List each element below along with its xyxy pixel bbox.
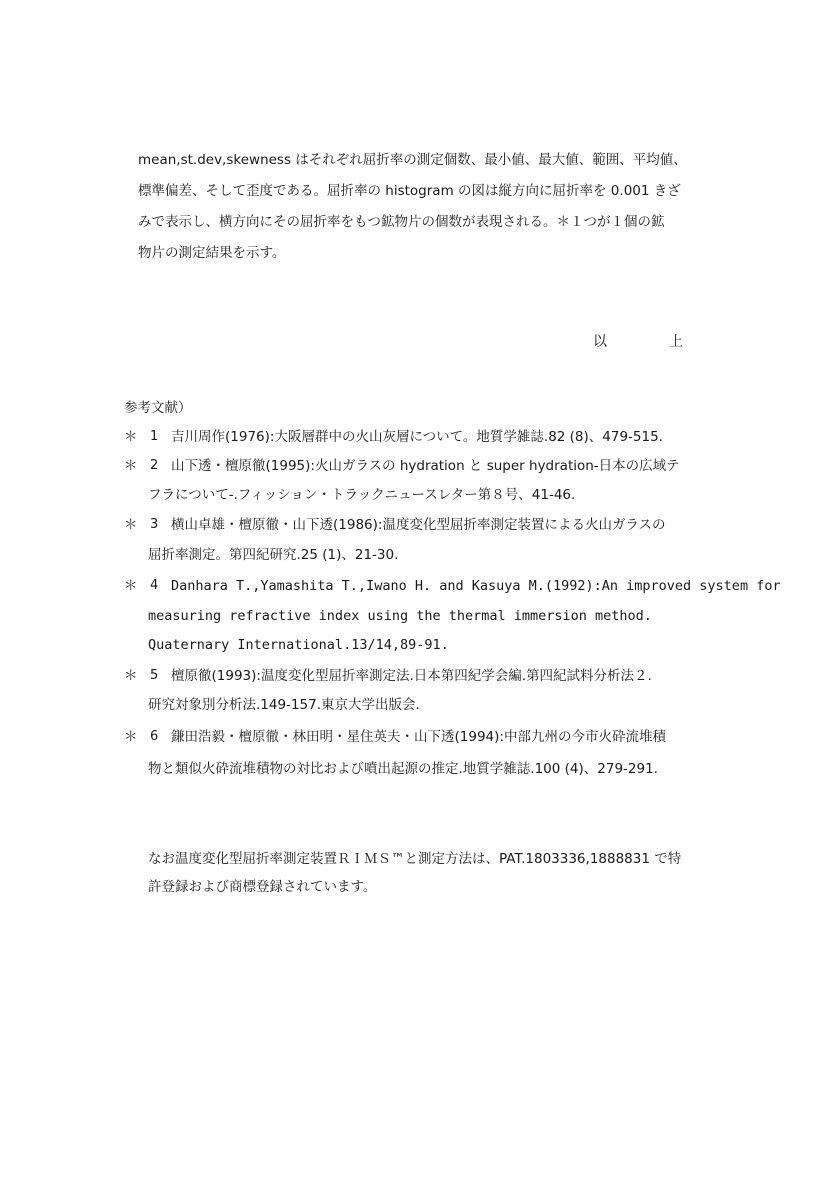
reference-line: 研究対象別分析法.149-157.東京大学出版会. [148, 697, 420, 713]
reference-number: 3 [150, 517, 159, 532]
reference-line: 横山卓雄・檀原徹・山下透(1986):温度変化型屈折率測定装置による火山ガラスの [171, 517, 666, 533]
reference-number: 4 [150, 578, 159, 593]
reference-line: 屈折率測定。第四紀研究.25 (1)、21-30. [148, 547, 399, 563]
reference-line: 檀原徹(1993):温度変化型屈折率測定法.日本第四紀学会編.第四紀試料分析法２. [171, 668, 652, 684]
paragraph-line: mean,st.dev,skewness はそれぞれ屈折率の測定個数、最小値、最大値、範囲、平均値、 [138, 152, 687, 168]
reference-line: 鎌田浩毅・檀原徹・林田明・星住英夫・山下透(1994):中部九州の今市火砕流堆積 [171, 729, 666, 745]
paragraph-line: 物片の測定結果を示す。 [138, 245, 286, 261]
note-line: 許登録および商標登録されています。 [148, 879, 377, 895]
reference-marker: ＊ [124, 668, 138, 684]
reference-line: Quaternary International.13/14,89-91. [148, 637, 449, 653]
note-line: なお温度変化型屈折率測定装置ＲＩＭＳ™と測定方法は、PAT.1803336,1888831 で特 [148, 851, 682, 867]
reference-line: 山下透・檀原徹(1995):火山ガラスの hydration と super hydration-日本の広域テ [171, 458, 680, 474]
reference-marker: ＊ [124, 578, 138, 594]
paragraph-line: 標準偏差、そして歪度である。屈折率の histogram の図は縦方向に屈折率を 0.001 きざ [138, 183, 681, 199]
reference-number: 2 [150, 458, 159, 473]
reference-number: 5 [150, 668, 159, 683]
reference-number: 6 [150, 729, 159, 744]
paragraph-line: みで表示し、横方向にその屈折率をもつ鉱物片の個数が表現される。＊１つが１個の鉱 [138, 214, 665, 230]
reference-line: 物と類似火砕流堆積物の対比および噴出起源の推定.地質学雑誌.100 (4)、279-291. [148, 761, 658, 777]
reference-line: フラについて-.フィッション・トラックニュースレター第８号、41-46. [148, 487, 576, 503]
reference-line: Danhara T.,Yamashita T.,Iwano H. and Kasuya M.(1992):An improved system for [171, 578, 781, 594]
reference-line: 吉川周作(1976):大阪層群中の火山灰層について。地質学雑誌.82 (8)、479-515. [171, 429, 663, 445]
closing-mark: 以 上 [593, 334, 707, 350]
reference-marker: ＊ [124, 458, 138, 474]
reference-number: 1 [150, 429, 159, 444]
references-heading: 参考文献） [124, 400, 192, 416]
reference-marker: ＊ [124, 429, 138, 445]
reference-marker: ＊ [124, 517, 138, 533]
reference-marker: ＊ [124, 729, 138, 745]
reference-line: measuring refractive index using the thermal immersion method. [148, 608, 652, 624]
